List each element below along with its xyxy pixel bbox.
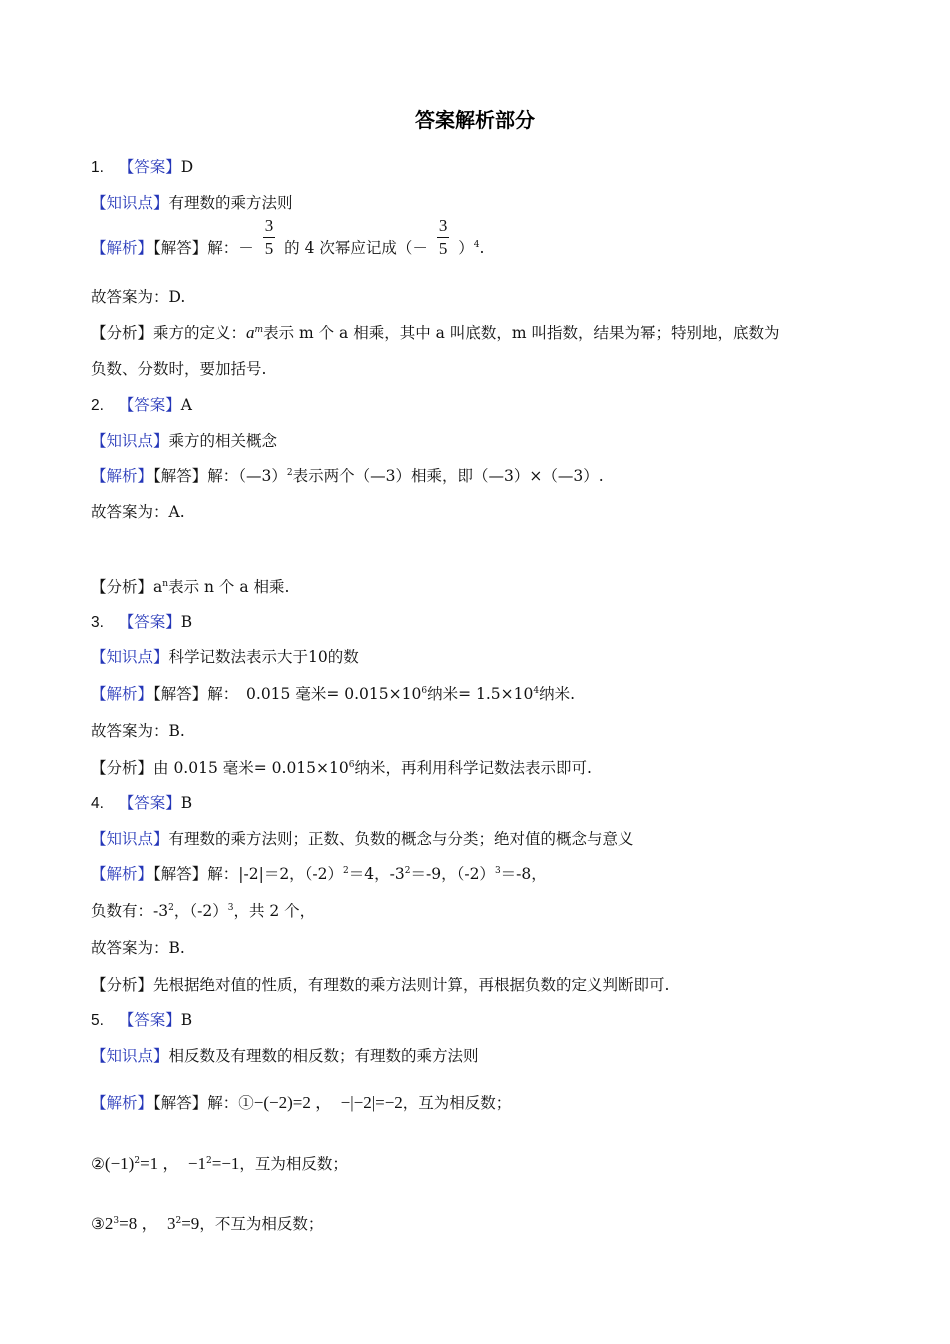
q3-comment-line xyxy=(91,758,592,778)
math-expression: (−1) xyxy=(104,1154,135,1173)
item-marker: ③ xyxy=(91,1215,105,1233)
question-number: 1. xyxy=(91,159,104,176)
exponent: 2 xyxy=(168,902,174,913)
comment-text: 先根据绝对值的性质，有理数的乘方法则计算，再根据负数的定义判断即可. xyxy=(153,976,670,994)
solution-text: 解：（—3） xyxy=(207,467,287,485)
exponent: 3 xyxy=(227,902,234,913)
knowledge-text: 乘方的相关概念 xyxy=(168,432,278,450)
math-expression: =1 ， −1 xyxy=(140,1154,206,1173)
answer-label: 【答案】 xyxy=(118,1011,181,1029)
solution-text: 解：① xyxy=(207,1094,254,1112)
q1-comment-line xyxy=(91,323,779,343)
question-number: 2. xyxy=(91,397,104,414)
answer-label: 【答案】 xyxy=(118,158,181,176)
exponent: 2 xyxy=(286,467,293,478)
knowledge-label: 【知识点】 xyxy=(91,432,169,450)
q4-negatives-line xyxy=(91,901,315,921)
exponent: 3 xyxy=(494,865,501,876)
knowledge-text: 相反数及有理数的相反数；有理数的乘方法则 xyxy=(168,1047,479,1065)
question-number: 3. xyxy=(91,614,104,631)
knowledge-label: 【知识点】 xyxy=(91,830,169,848)
answer-label: 【答案】 xyxy=(118,794,181,812)
q5-line-3 xyxy=(91,1214,323,1234)
q1-comment-line-2: 负数、分数时，要加括号. xyxy=(91,360,267,378)
fraction-numerator: 3 xyxy=(437,215,450,238)
solution-text: ＝4，-3 xyxy=(348,865,405,883)
q5-knowledge-line xyxy=(91,1046,479,1066)
knowledge-label: 【知识点】 xyxy=(91,194,169,212)
answer-value: B xyxy=(180,1011,193,1029)
comment-text: 乘方的定义： xyxy=(153,324,247,342)
math-expression: 2 xyxy=(104,1214,114,1233)
q3-answer-line xyxy=(91,612,192,633)
answer-value: D xyxy=(180,158,194,176)
exponent: 2 xyxy=(404,865,411,876)
q2-answer-line xyxy=(91,395,192,416)
solution-text: 的 4 次幂应记成（－ xyxy=(284,239,428,257)
solution-text: ，（-2） xyxy=(173,902,228,920)
exponent: 4 xyxy=(473,239,480,250)
q3-solution-line xyxy=(91,684,575,704)
knowledge-text: 有理数的乘方法则；正数、负数的概念与分类；绝对值的概念与意义 xyxy=(168,830,634,848)
comment-label: 【分析】 xyxy=(91,324,154,342)
q1-final-line: 故答案为：D. xyxy=(91,288,186,306)
q4-final-line: 故答案为：B. xyxy=(91,939,185,957)
solution-label: 【解答】 xyxy=(153,865,208,883)
exponent: 6 xyxy=(348,759,355,770)
analysis-label: 【解析】 xyxy=(91,865,154,883)
solution-text: ，互为相反数； xyxy=(239,1155,348,1173)
fraction xyxy=(437,215,450,260)
answer-value: B xyxy=(180,794,193,812)
power-base: a xyxy=(153,578,163,596)
q2-final-line: 故答案为：A. xyxy=(91,503,185,521)
fraction xyxy=(263,215,276,260)
exponent: m xyxy=(254,324,264,335)
q4-comment-line xyxy=(91,975,669,995)
knowledge-label: 【知识点】 xyxy=(91,648,169,666)
q5-answer-line xyxy=(91,1010,192,1031)
comment-text: 表示 n 个 a 相乘. xyxy=(168,578,290,596)
solution-text: 解：－ xyxy=(207,239,254,257)
comment-text: 纳米，再利用科学记数法表示即可. xyxy=(354,759,592,777)
analysis-label: 【解析】 xyxy=(91,685,154,703)
solution-text: . xyxy=(479,239,485,257)
exponent: 4 xyxy=(533,685,540,696)
math-expression: −(−2)=2 ， −|−2|=−2 xyxy=(253,1093,403,1112)
q2-solution-line xyxy=(91,466,604,486)
knowledge-label: 【知识点】 xyxy=(91,1047,169,1065)
solution-text: ，不互为相反数； xyxy=(199,1215,324,1233)
q5-line-2 xyxy=(91,1154,348,1174)
fraction-numerator: 3 xyxy=(263,215,276,238)
comment-label: 【分析】 xyxy=(91,976,154,994)
q3-knowledge-line xyxy=(91,647,359,667)
fraction-denominator: 5 xyxy=(264,238,274,258)
q5-solution-line xyxy=(91,1093,511,1113)
solution-label: 【解答】 xyxy=(153,1094,208,1112)
solution-text: ＝-9，（-2） xyxy=(410,865,495,883)
page-title: 答案解析部分 xyxy=(415,108,535,132)
solution-text: ） xyxy=(458,239,474,257)
q1-knowledge-line xyxy=(91,193,293,213)
exponent: 2 xyxy=(343,865,349,876)
comment-text: 表示 m 个 a 相乘，其中 a 叫底数，m 叫指数，结果为幂；特别地，底数为 xyxy=(263,324,780,342)
q2-comment-line xyxy=(91,577,289,597)
q4-solution-line xyxy=(91,864,547,884)
comment-text: 由 0.015 毫米= 0.015×10 xyxy=(153,759,349,777)
knowledge-text: 有理数的乘方法则 xyxy=(168,194,293,212)
solution-text: 纳米= 1.5×10 xyxy=(427,685,534,703)
exponent: n xyxy=(162,578,169,589)
exponent: 6 xyxy=(421,685,428,696)
q1-answer-line xyxy=(91,157,193,178)
solution-text: 解： 0.015 毫米= 0.015×10 xyxy=(207,685,422,703)
math-expression: =−1 xyxy=(211,1154,240,1173)
power-base: a xyxy=(246,323,255,342)
exponent: 2 xyxy=(206,1155,212,1166)
math-expression: =9 xyxy=(181,1214,200,1233)
item-marker: ② xyxy=(91,1155,105,1173)
q4-answer-line xyxy=(91,793,192,814)
comment-label: 【分析】 xyxy=(91,578,154,596)
exponent: 3 xyxy=(113,1215,120,1226)
solution-label: 【解答】 xyxy=(153,239,208,257)
answer-label: 【答案】 xyxy=(118,396,181,414)
answer-label: 【答案】 xyxy=(118,613,181,631)
answer-value: A xyxy=(180,396,192,414)
q1-solution-line xyxy=(91,215,485,260)
math-expression: =8 ， 3 xyxy=(119,1214,176,1233)
fraction-denominator: 5 xyxy=(438,238,448,258)
q3-final-line: 故答案为：B. xyxy=(91,722,185,740)
solution-text: 解：|-2|＝2，（-2） xyxy=(207,865,344,883)
solution-label: 【解答】 xyxy=(153,685,208,703)
question-number: 4. xyxy=(91,795,104,812)
solution-text: 表示两个（—3）相乘，即（—3）×（—3）. xyxy=(292,467,604,485)
question-number: 5. xyxy=(91,1012,104,1029)
solution-text: ，共 2 个， xyxy=(233,902,316,920)
exponent: 2 xyxy=(175,1215,182,1226)
analysis-label: 【解析】 xyxy=(91,467,154,485)
comment-label: 【分析】 xyxy=(91,759,154,777)
q4-knowledge-line xyxy=(91,829,634,849)
solution-label: 【解答】 xyxy=(153,467,208,485)
knowledge-text: 科学记数法表示大于10的数 xyxy=(168,648,359,666)
solution-text: 负数有：-3 xyxy=(91,902,169,920)
solution-text: ，互为相反数； xyxy=(402,1094,512,1112)
solution-text: 纳米. xyxy=(539,685,576,703)
solution-text: ＝-8， xyxy=(500,865,547,883)
analysis-label: 【解析】 xyxy=(91,1094,154,1112)
exponent: 2 xyxy=(134,1155,141,1166)
q2-knowledge-line xyxy=(91,431,277,451)
answer-value: B xyxy=(180,613,193,631)
analysis-label: 【解析】 xyxy=(91,239,154,257)
